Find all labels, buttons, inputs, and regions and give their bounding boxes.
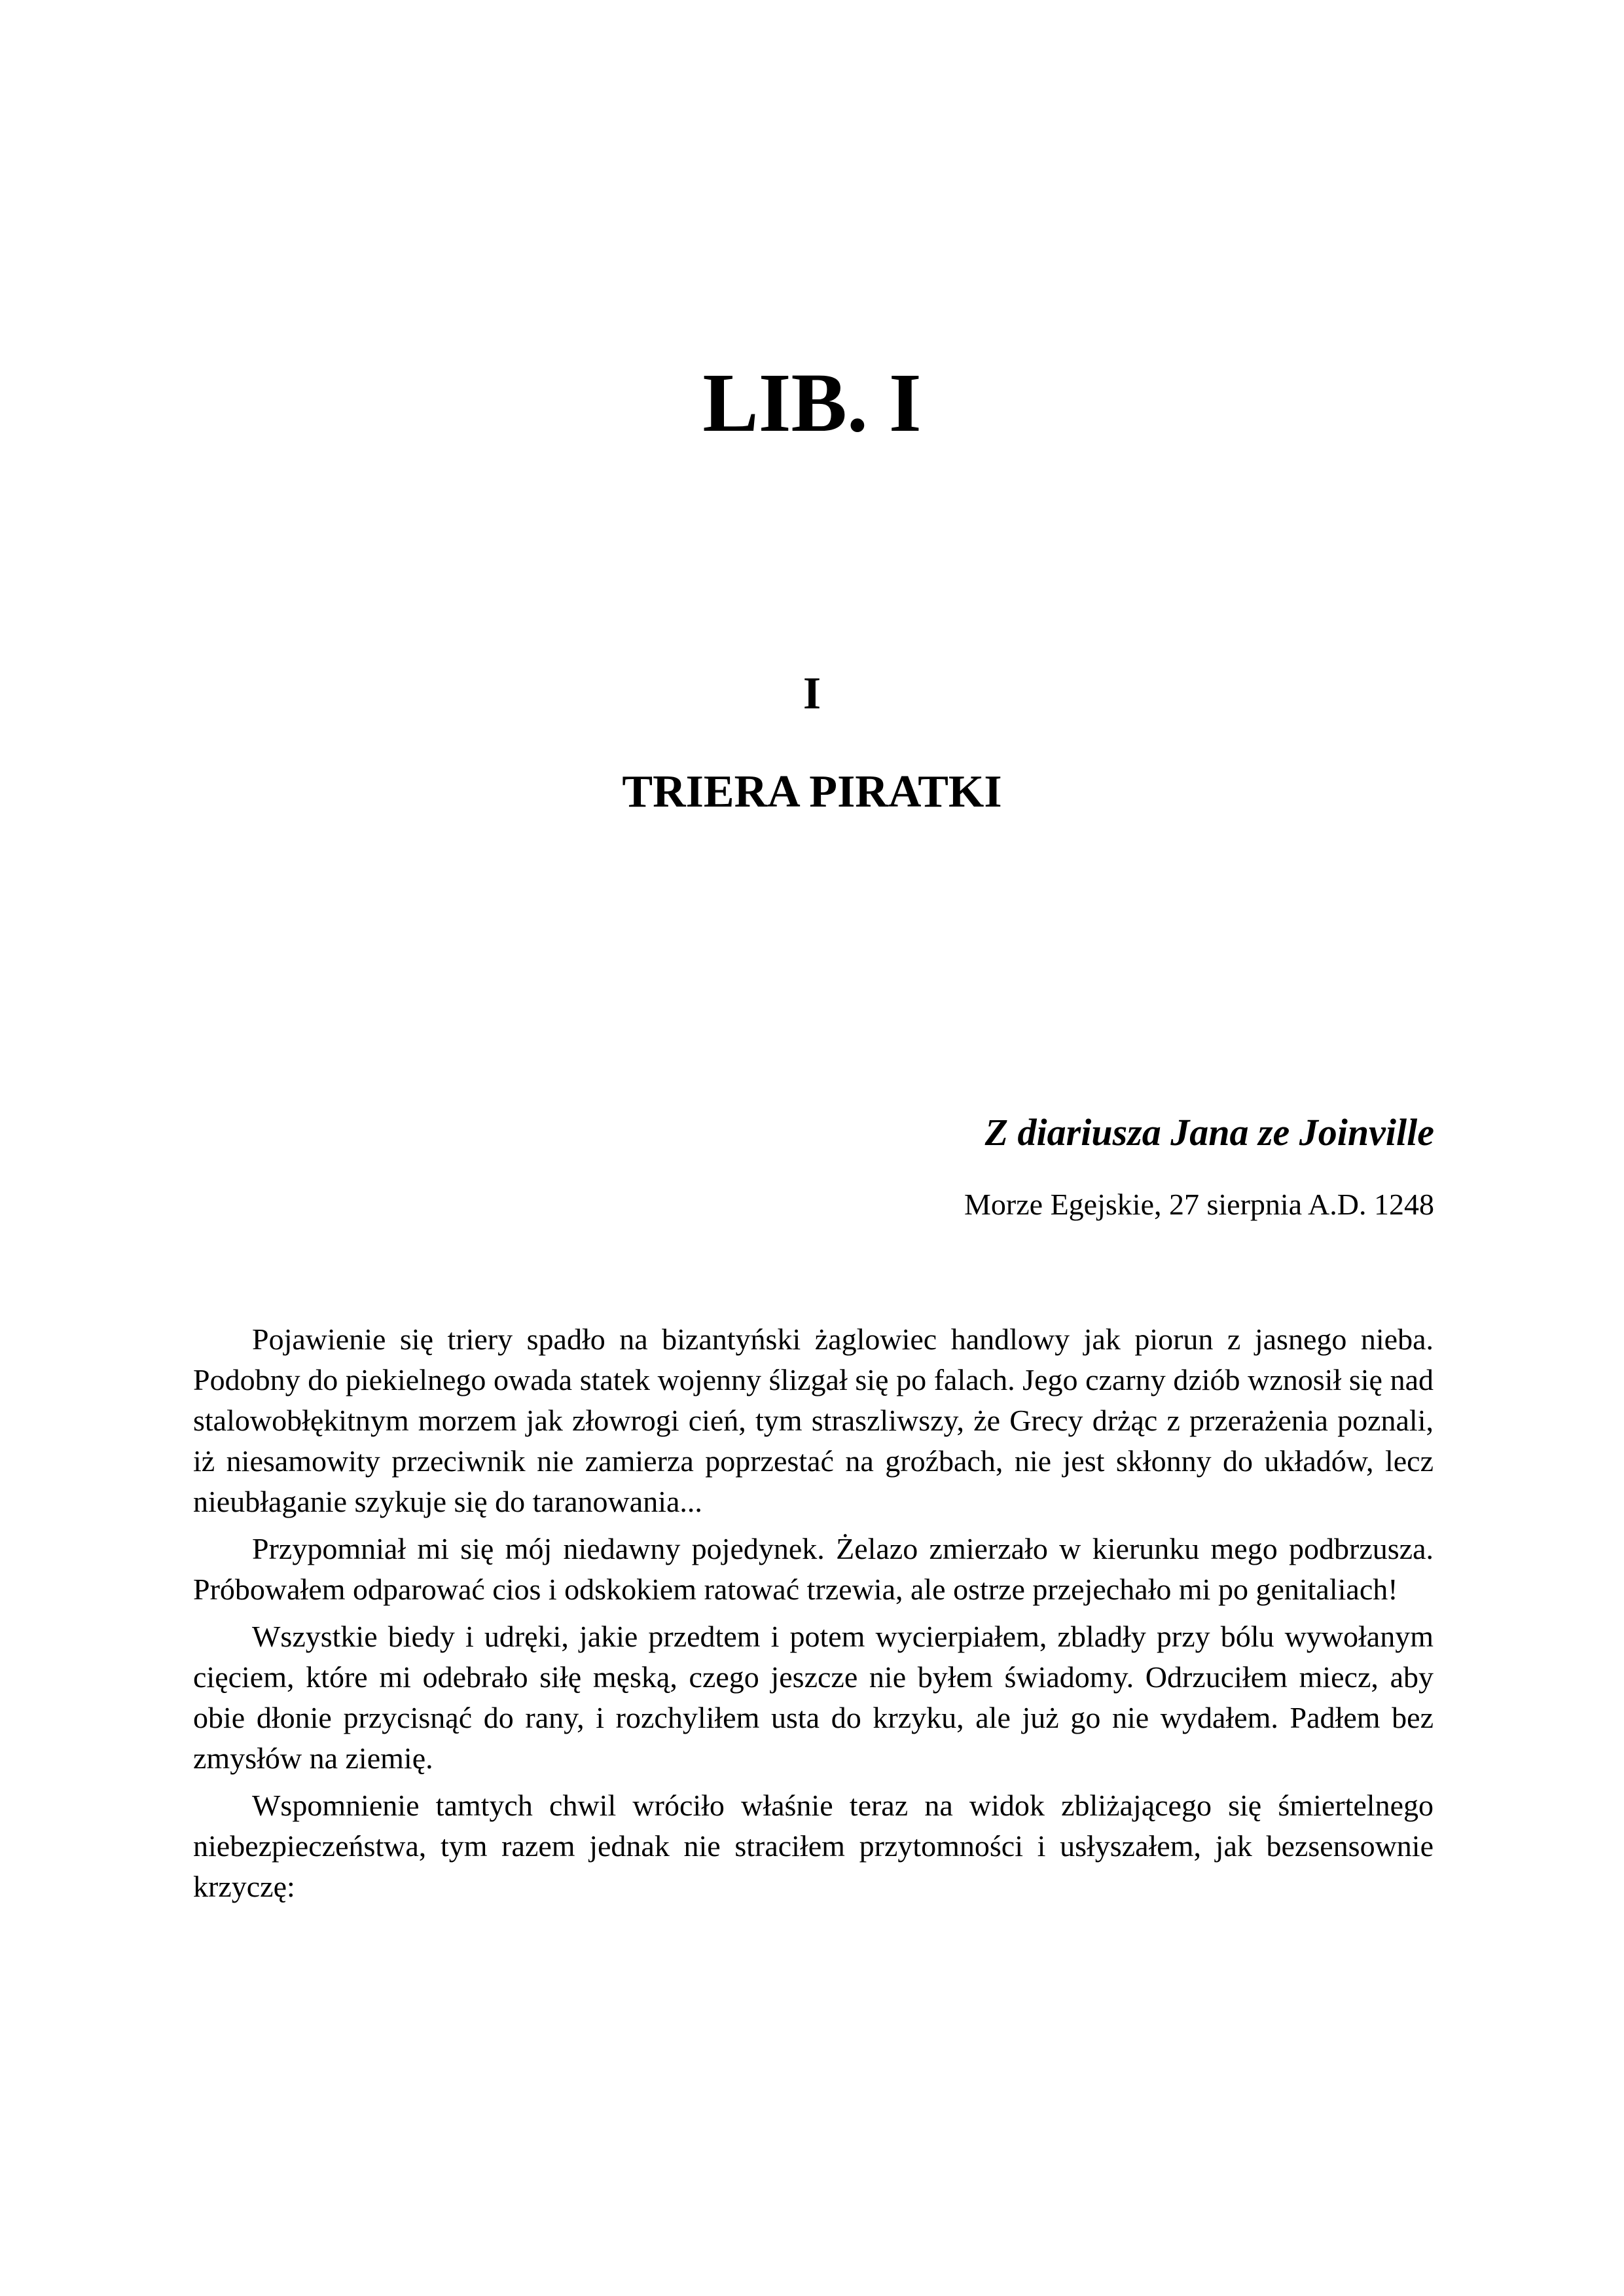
- chapter-number: I: [803, 668, 821, 719]
- epigraph-place-date: Morze Egejskie, 27 sierpnia A.D. 1248: [964, 1188, 1434, 1221]
- chapter-title: TRIERA PIRATKI: [622, 767, 1002, 817]
- paragraph: Pojawienie się triery spadło na bizantyński żaglowiec handlowy jak piorun z jasnego nieba. Podobny do piekielnego owada statek wojenny ślizgał się po falach. Jego czarny dziób wznosił się nad stalowobłękitnym morzem jak złowrogi cień, tym straszliwszy, że Grecy drżąc z przerażenia poznali, iż niesamowity przeciwnik nie zamierza poprzestać na groźbach, nie jest skłonny do układów, lecz nieubłaganie szykuje się do taranowania...: [193, 1322, 1434, 1518]
- paragraph: Przypomniał mi się mój niedawny pojedynek. Żelazo zmierzało w kierunku mego podbrzusza. Próbowałem odparować cios i odskokiem ratować trzewia, ale ostrze przejechało mi po genitaliach!: [193, 1532, 1434, 1606]
- body-text: [193, 1319, 1434, 1914]
- book-title: LIB. I: [702, 356, 922, 449]
- paragraph: Wspomnienie tamtych chwil wróciło właśnie teraz na widok zbliżającego się śmiertelnego niebezpieczeństwa, tym razem jednak nie straciłem przytomności i usłyszałem, jak bezsensownie krzyczę:: [193, 1789, 1434, 1903]
- epigraph-source: Z diariusza Jana ze Joinville: [984, 1111, 1434, 1154]
- paragraph: Wszystkie biedy i udręki, jakie przedtem i potem wycierpiałem, zbladły przy bólu wywołanym cięciem, które mi odebrało siłę męską, czego jeszcze nie byłem świadomy. Odrzuciłem miecz, aby obie dłonie przycisnąć do rany, i rozchyliłem usta do krzyku, ale już go nie wydałem. Padłem bez zmysłów na ziemię.: [193, 1620, 1434, 1775]
